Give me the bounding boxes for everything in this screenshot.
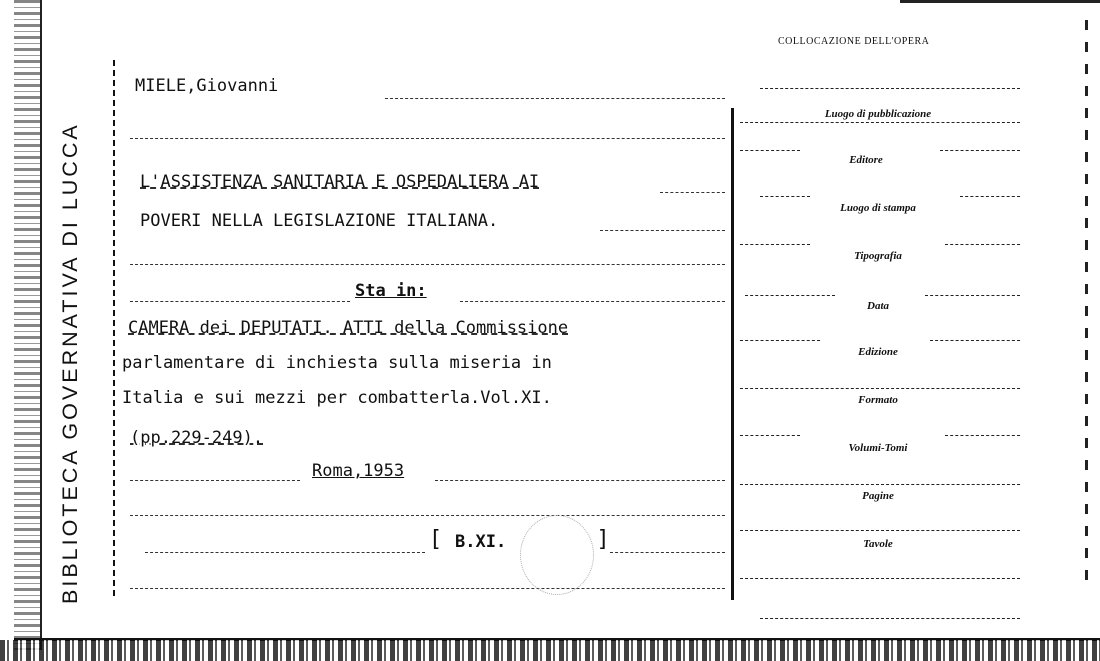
field-luogo-stampa: Luogo di stampa [840,202,916,214]
left-border-line [40,0,42,650]
shelfmark-bracket-close: ] [598,527,607,552]
field-rule [740,388,1020,390]
field-pagine: Pagine [862,490,894,502]
sta-in-label: Sta in: [355,281,427,301]
field-data: Data [867,300,889,312]
rule [130,480,300,482]
library-name: BIBLIOTECA GOVERNATIVA DI LUCCA [58,122,82,604]
field-rule [740,578,1020,580]
field-rule [740,122,1020,124]
faded-stamp [520,515,594,595]
field-edizione: Edizione [858,346,898,358]
bottom-border [0,640,1100,661]
left-border [14,0,40,650]
source-line-3: Italia e sui mezzi per combatterla.Vol.XI. [122,388,552,408]
source-line-4: (pp.229-249). [130,428,264,448]
field-rule [740,150,800,152]
top-border [900,0,1100,3]
author-name: MIELE,Giovanni [135,76,279,96]
field-editore: Editore [849,154,883,166]
field-rule [960,196,1020,198]
field-formato: Formato [858,394,898,406]
rule [460,301,725,303]
rule [600,230,725,232]
source-line-1: CAMERA dei DEPUTATI. ATTI della Commissione [128,318,569,338]
field-rule [945,435,1020,437]
rule [130,515,725,517]
field-rule [760,88,1020,90]
field-rule [925,295,1020,297]
rule [660,192,725,194]
field-rule [740,435,800,437]
field-rule [760,196,810,198]
title-line-1: L'ASSISTENZA SANITARIA E OSPEDALIERA AI [140,172,540,192]
field-rule [740,340,820,342]
field-rule [760,618,1020,620]
field-luogo-pubblicazione: Luogo di pubblicazione [824,108,932,120]
field-volumi-tomi: Volumi-Tomi [848,442,908,454]
collocazione-header: COLLOCAZIONE DELL'OPERA [778,36,930,47]
field-rule [740,530,1020,532]
field-tavole: Tavole [863,538,893,550]
rule [130,301,350,303]
rule [130,264,725,266]
place-year: Roma,1953 [312,461,405,481]
rule [130,588,725,590]
field-rule [740,484,1020,486]
rule [435,480,725,482]
source-line-2: parlamentare di inchiesta sulla miseria in [122,353,552,373]
shelfmark-bracket-open: [ [432,527,441,552]
field-rule [745,295,835,297]
left-rule [113,60,115,600]
field-rule [930,340,1020,342]
rule [145,552,425,554]
title-line-2: POVERI NELLA LEGISLAZIONE ITALIANA. [140,211,499,231]
field-rule [945,244,1020,246]
field-rule [740,244,810,246]
right-border [1085,20,1088,580]
rule [610,552,725,554]
shelfmark: B.XI. [455,532,507,552]
rule [385,98,725,100]
field-tipografia: Tipografia [854,250,902,262]
field-rule [940,150,1020,152]
right-rule [731,108,734,600]
rule [130,138,725,140]
